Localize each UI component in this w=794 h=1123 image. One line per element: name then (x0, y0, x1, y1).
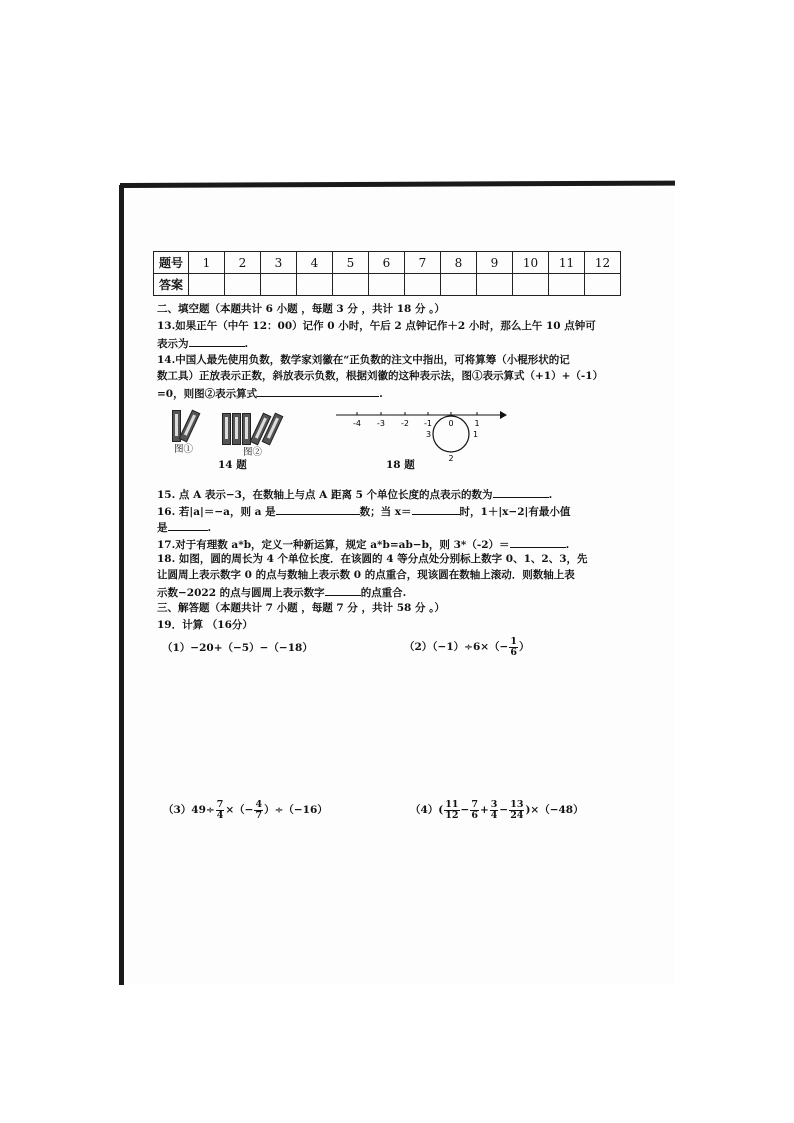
answer-cell[interactable] (297, 274, 333, 296)
answer-cell[interactable] (513, 274, 549, 296)
q19-part4-text: )×（−48） (525, 804, 584, 816)
counting-rod-upright (222, 413, 231, 445)
fraction-denominator: 6 (471, 809, 478, 821)
fig14-caption: 14 题 (218, 459, 247, 471)
fraction (254, 800, 263, 821)
fraction-denominator: 12 (445, 809, 459, 821)
table-number: 6 (369, 252, 405, 274)
q19-title: 19．计算 （16分） (157, 619, 253, 631)
q15-answer-blank[interactable] (493, 486, 549, 498)
scan-shadow-top (120, 181, 675, 188)
q16-text: 16. 若|a|＝−a，则 a 是 (157, 506, 276, 518)
answer-cell[interactable] (261, 274, 297, 296)
answer-cell[interactable] (585, 274, 621, 296)
table-number: 10 (513, 252, 549, 274)
q13-line2 (157, 335, 248, 351)
q15-line (157, 486, 552, 502)
q13-answer-blank[interactable] (189, 335, 245, 347)
q13-text: 表示为 (157, 338, 189, 350)
fraction-denominator: 4 (490, 809, 498, 821)
q13-period: . (244, 338, 249, 350)
q19-part4-text: （4）( (410, 804, 444, 816)
q16-answer-blank-a[interactable] (276, 503, 360, 515)
answer-cell[interactable] (189, 274, 225, 296)
number-line-figure (330, 406, 510, 464)
operator: − (460, 804, 470, 816)
table-number: 9 (477, 252, 513, 274)
axis-arrow-icon (500, 411, 507, 419)
table-number: 7 (405, 252, 441, 274)
tick-label: 0 (448, 419, 454, 428)
q17-line (157, 536, 569, 552)
q14-line1: 14.中国人最先使用负数，数学家刘徽在“正负数的注文中指出，可将算筹（小棍形状的记 (157, 354, 570, 366)
q14-period: . (379, 388, 383, 400)
counting-rod-upright (232, 413, 241, 445)
table-number: 4 (297, 252, 333, 274)
fraction-denominator: 6 (510, 646, 517, 658)
tick-label: -3 (377, 419, 385, 428)
table-number: 2 (225, 252, 261, 274)
fig2-label: 图② (243, 447, 263, 458)
answer-table (153, 251, 621, 296)
q18-line2: 让圆周上表示数字 0 的点与数轴上表示数 0 的点重合，现该圆在数轴上滚动．则数轴上表 (157, 569, 575, 581)
circle-label-right: 1 (473, 430, 479, 439)
q17-text: 17.对于有理数 a*b，定义一种新运算，规定 a*b=ab−b，则 3*（-2）＝ (157, 539, 510, 551)
q15-text: 15. 点 A 表示−3，在数轴上与点 A 距离 5 个单位长度的点表示的数为 (157, 489, 493, 501)
table-number: 11 (549, 252, 585, 274)
q19-part1: （1）−20+（−5）−（−18） (162, 642, 313, 654)
q16-text: 是 (157, 522, 168, 534)
fraction (470, 800, 479, 821)
q19-part2 (404, 634, 529, 660)
fraction-denominator: 7 (255, 809, 263, 821)
tick-label: -4 (353, 419, 361, 428)
table-number: 12 (585, 252, 621, 274)
fraction (444, 800, 459, 821)
answer-table-answer-row (154, 274, 621, 296)
answer-cell[interactable] (225, 274, 261, 296)
fraction-numerator: 1 (510, 635, 517, 647)
fraction (216, 800, 225, 821)
q14-line3 (157, 385, 383, 401)
q16-period: . (207, 522, 212, 534)
table-row1-label: 题号 (154, 252, 189, 274)
q19-part3-text: ×（− (225, 804, 254, 816)
fraction-numerator: 7 (471, 798, 478, 810)
tick-label: -1 (424, 419, 432, 428)
q17-answer-blank[interactable] (510, 536, 566, 548)
q18-text: 的点重合. (360, 587, 407, 599)
q16-line1 (157, 503, 570, 519)
answer-cell[interactable] (549, 274, 585, 296)
operator: + (479, 804, 489, 816)
fraction-numerator: 4 (255, 798, 263, 810)
fraction-denominator: 24 (510, 809, 524, 821)
q16-line2 (157, 519, 211, 535)
answer-cell[interactable] (405, 274, 441, 296)
fraction-denominator: 4 (216, 809, 224, 821)
fig1-label: 图① (174, 444, 194, 455)
fraction-numerator: 7 (216, 798, 224, 810)
q18-line1: 18. 如图，圆的周长为 4 个单位长度．在该圆的 4 等分点处分别标上数字 0、1、2、3，先 (157, 553, 588, 565)
q19-part4 (410, 797, 584, 823)
q16-answer-blank-x[interactable] (412, 503, 460, 515)
section2-title: 二、填空题（本题共计 6 小题 ，每题 3 分 ，共计 18 分 。） (157, 303, 445, 315)
table-number: 8 (441, 252, 477, 274)
table-row2-label: 答案 (154, 274, 189, 296)
q13-line1: 13.如果正午（中午 12：00）记作 0 小时，午后 2 点钟记作＋2 小时，那么上午 10 点钟可 (157, 320, 596, 332)
q15-period: . (548, 489, 553, 501)
q18-answer-blank[interactable] (325, 584, 361, 596)
q19-part2-text: （2）（−1）÷6×（− (404, 641, 509, 653)
answer-table-header-row (154, 252, 621, 274)
answer-cell[interactable] (477, 274, 513, 296)
q18-line3 (157, 584, 406, 600)
q16-answer-blank-min[interactable] (168, 519, 208, 531)
q19-part3-text: （3）49÷ (163, 804, 215, 816)
table-number: 5 (333, 252, 369, 274)
fraction-numerator: 11 (445, 798, 459, 810)
q16-text: 数；当 x＝ (359, 506, 412, 518)
tick-label: -2 (401, 419, 409, 428)
q19-part3 (163, 797, 328, 823)
table-number: 1 (189, 252, 225, 274)
operator: − (499, 804, 509, 816)
section3-title: 三、解答题（本题共计 7 小题 ，每题 7 分 ，共计 58 分 。） (157, 602, 445, 614)
fraction-numerator: 3 (490, 798, 498, 810)
circle-label-left: 3 (426, 430, 432, 439)
circle-label-bottom: 2 (448, 454, 454, 463)
fig18-caption: 18 题 (386, 459, 415, 471)
q17-period: . (565, 539, 570, 551)
q14-line2: 数工具）正放表示正数，斜放表示负数，根据刘徽的这种表示法，图①表示算式（+1）+（-1） (157, 370, 604, 382)
fraction-numerator: 13 (510, 798, 524, 810)
q19-part2-text: ） (518, 641, 530, 653)
q14-answer-blank[interactable] (257, 385, 379, 397)
tick-label: 1 (474, 419, 480, 428)
q16-text: 时，1＋|x−2|有最小值 (459, 506, 571, 518)
fraction (509, 637, 518, 658)
answer-cell[interactable] (369, 274, 405, 296)
answer-cell[interactable] (441, 274, 477, 296)
answer-cell[interactable] (333, 274, 369, 296)
table-number: 3 (261, 252, 297, 274)
q18-text: 示数−2022 的点与圆周上表示数字 (157, 587, 325, 599)
fraction (490, 800, 499, 821)
q14-text: =0，则图②表示算式 (157, 388, 258, 400)
q19-part3-text: ）÷（−16） (264, 804, 328, 816)
fraction (509, 800, 524, 821)
